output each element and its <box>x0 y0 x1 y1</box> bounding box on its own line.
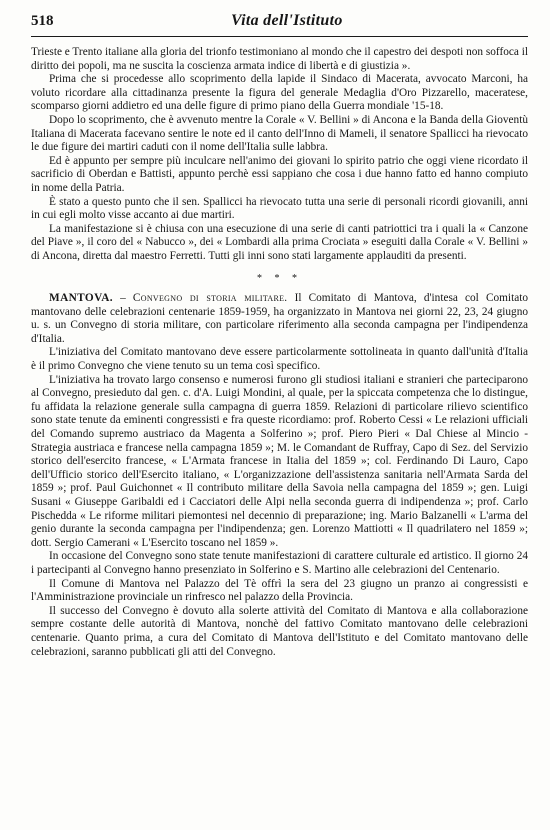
paragraph: In occasione del Convegno sono state tenute manifestazioni di carattere culturale ed artistico. Il giorno 24 i partecipanti al Convegno hanno presenziato in Solferino e S. Martino alle celebrazioni del Centenario. <box>31 550 528 576</box>
paragraph: Il successo del Convegno è dovuto alla solerte attività del Comitato di Mantova e alla collaborazione sempre costante delle autorità di Mantova, nonchè del fattivo Comitato mantovano delle celebrazioni centenarie. Quanto prima, a cura del Comitato di Mantova dell'Istituto e del Comitato mantovano delle celebrazioni, saranno pubblicati gli atti del Convegno. <box>31 604 528 658</box>
paragraph: Trieste e Trento italiane alla gloria del trionfo testimoniano al mondo che il capestro dei despoti non soffoca il diritto dei popoli, ma ne suscita la coscienza armata indice di libertà e di giustizia ». <box>31 46 528 72</box>
paragraph: La manifestazione si è chiusa con una esecuzione di una serie di canti patriottici tra i quali la « Canzone del Piave », il coro del « Nabucco », dei « Lombardi alla prima Crociata » eseguiti dalla Corale « V. Bellini » di Ancona, diretta dal maestro Ferretti. Tutti gli inni sono stati largamente applauditi da presenti. <box>31 222 528 262</box>
paragraph: L'iniziativa ha trovato largo consenso e numerosi furono gli studiosi italiani e stranieri che parteciparono al Convegno, presieduto dal gen. c. d'A. Luigi Mondini, al quale, per la spiccata competenza che lo distingue, fu affidata la relazione generale sulla campagna di guerra 1859. Relazioni di particolare rilievo scientifico sono state tenute da eminenti congressisti e fra queste ricordiamo: prof. Roberto Cessi « Le relazioni ufficiali del Comando supremo austriaco da Magenta a Solferino »; prof. Piero Pieri « Dal Chiese al Mincio - Strategia austriaca e francese nella campagna 1859 »; M. le Comandant de Ruffray, Capo di Sez. del Servizio storico dell'esercito francese, « L'Armata francese in Italia del 1859 »; col. Ferdinando Di Lauro, Capo dell'Ufficio storico dell'Esercito italiano, « L'organizzazione dell'assistenza sanitaria nell'Armata Sarda del 1859 »; prof. Paul Guichonnet « Il contributo militare della Savoia nella campagna del 1859 »; gen. Luigi Susani « Giuseppe Garibaldi ed i Cacciatori delle Alpi nella seconda guerra di indipendenza »; prof. Carlo Pischedda « Le riforme militari piemontesi nel decennio di preparazione; ing. Mario Balzanelli « L'arma del genio durante la seconda campagna per l'indipendenza; gen. Lorenzo Mattiotti « Il quadrilatero nel 1859 »; dott. Sergio Camerani « L'Esercito toscano nel 1859 ». <box>31 373 528 549</box>
paragraph: L'iniziativa del Comitato mantovano deve essere particolarmente sottolineata in quanto dall'unità d'Italia è il primo Convegno che viene tenuto su un tema così specifico. <box>31 346 528 373</box>
city-heading: MANTOVA. <box>49 292 113 305</box>
running-title: Vita dell'Istituto <box>231 12 343 29</box>
heading-dash: – <box>112 292 133 305</box>
paragraph: Ed è appunto per sempre più inculcare nell'animo dei giovani lo spirito patrio che oggi viene ricordato il sacrificio di Oberdan e Battisti, appunto perchè essi sappiano che cosa i due hanno fatto ed hanno compiuto in nome della Patria. <box>31 154 528 194</box>
mantova-lead-paragraph <box>31 292 528 346</box>
paragraph: Prima che si procedesse allo scoprimento della lapide il Sindaco di Macerata, avvocato Marconi, ha voluto ricordare alla cittadinanza presente la figura del generale Medaglia d'Oro Pizzarello, maceratese, scomparso giorni addietro ed una delle figure di primo piano della Guerra mondiale '15-18. <box>31 73 528 113</box>
article-body <box>31 46 528 659</box>
paragraph: Il Comune di Mantova nel Palazzo del Tè offrì la sera del 23 giugno un pranzo ai congressisti e l'Amministrazione provinciale un rinfresco nel palazzo della Provincia. <box>31 577 528 604</box>
page-number: 518 <box>31 13 54 29</box>
lead-text: Il Comitato di Mantova, d'intesa col Comitato mantovano delle celebrazioni centenarie 1859-1959, ha organizzato in Mantova nei giorni 22, 23, 24 giugno u. s. un Convegno di storia militare, con particolare riferimento alla seconda campagna per l'indipendenza d'Italia. <box>31 292 529 345</box>
paragraph: È stato a questo punto che il sen. Spallicci ha rievocato tutta una serie di personali ricordi giovanili, anni in cui egli molto visse accanto ai due martiri. <box>31 195 528 222</box>
section-separator: * * * <box>257 272 302 284</box>
paragraph: Dopo lo scoprimento, che è avvenuto mentre la Corale « V. Bellini » di Ancona e la Banda della Gioventù Italiana di Macerata facevano sentire le note ed il canto dell'Inno di Mameli, il senatore Spallicci ha rievocato le due figure dei martiri caduti con il nome dell'Italia sulle labbra. <box>31 113 528 154</box>
page-header <box>31 8 528 37</box>
section-heading: Convegno di storia militare. <box>132 292 288 305</box>
